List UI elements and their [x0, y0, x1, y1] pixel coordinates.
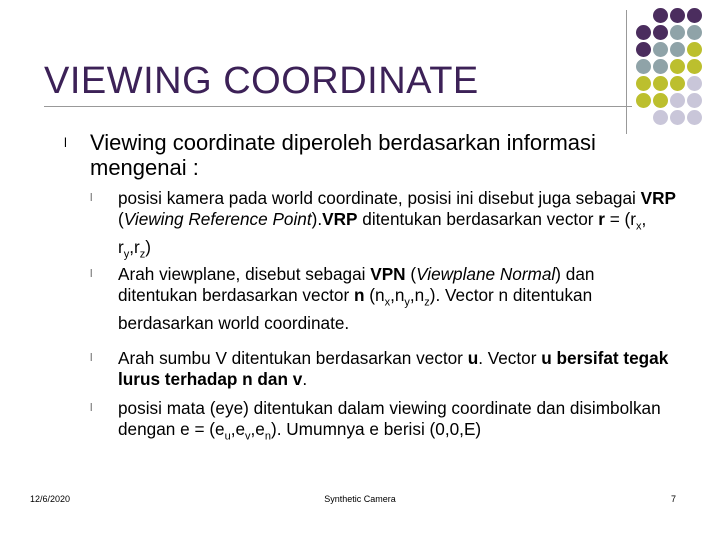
bullet-icon: l [90, 268, 93, 280]
decorative-dot [653, 59, 668, 74]
decorative-dot [687, 8, 702, 23]
decorative-dot [670, 8, 685, 23]
decorative-dot [687, 110, 702, 125]
vertical-divider [626, 10, 627, 134]
sub-bullet [90, 188, 678, 266]
decorative-dot [687, 59, 702, 74]
sub-bullet [90, 264, 678, 334]
page-number: 7 [670, 494, 676, 504]
decorative-dot-grid [636, 8, 720, 128]
bullet-icon: l [90, 402, 93, 414]
decorative-dot [687, 25, 702, 40]
decorative-dot [670, 25, 685, 40]
decorative-dot [653, 76, 668, 91]
decorative-dot [670, 76, 685, 91]
footer-title: Synthetic Camera [324, 494, 396, 504]
sub-bullet-text: posisi kamera pada world coordinate, posisi ini disebut juga sebagai VRP (Viewing Reference Point).VRP ditentukan berdasarkan vector $r = (r_x$, $r_y,r_z$) [118, 188, 676, 261]
decorative-dot [636, 42, 651, 57]
sub-bullet-text: posisi mata (eye) ditentukan dalam viewing coordinate dan disimbolkan dengan $e = (e_u,e_v,e_n)$. Umumnya e berisi (0,0,E) [118, 398, 661, 443]
main-bullet-list [64, 130, 624, 180]
sub-bullet [90, 398, 678, 447]
slide-title: VIEWING COORDINATE [44, 60, 479, 102]
title-divider [44, 106, 632, 107]
decorative-dot [670, 42, 685, 57]
decorative-dot [687, 93, 702, 108]
decorative-dot [636, 25, 651, 40]
decorative-dot [653, 93, 668, 108]
decorative-dot [653, 110, 668, 125]
decorative-dot [670, 110, 685, 125]
decorative-dot [670, 59, 685, 74]
decorative-dot [653, 8, 668, 23]
sub-bullet-text: Arah viewplane, disebut sebagai VPN (Viewplane Normal) dan ditentukan berdasarkan vector n $(n_x,n_y,n_z)$. Vector n ditentukan berdasarkan world coordinate. [118, 264, 595, 334]
decorative-dot [653, 42, 668, 57]
decorative-dot [670, 93, 685, 108]
decorative-dot [653, 25, 668, 40]
bullet-icon: l [90, 352, 93, 364]
decorative-dot [636, 59, 651, 74]
main-bullet [64, 130, 624, 180]
decorative-dot [636, 93, 651, 108]
decorative-dot [636, 76, 651, 91]
bullet-icon: l [64, 135, 67, 150]
sub-bullet-text: Arah sumbu V ditentukan berdasarkan vector u. Vector u bersifat tegak lurus terhadap n dan v. [118, 348, 669, 389]
decorative-dot [687, 42, 702, 57]
main-bullet-text: Viewing coordinate diperoleh berdasarkan informasi mengenai : [90, 130, 596, 180]
footer-date: 12/6/2020 [30, 494, 71, 504]
bullet-icon: l [90, 192, 93, 204]
sub-bullet [90, 348, 678, 390]
decorative-dot [687, 76, 702, 91]
